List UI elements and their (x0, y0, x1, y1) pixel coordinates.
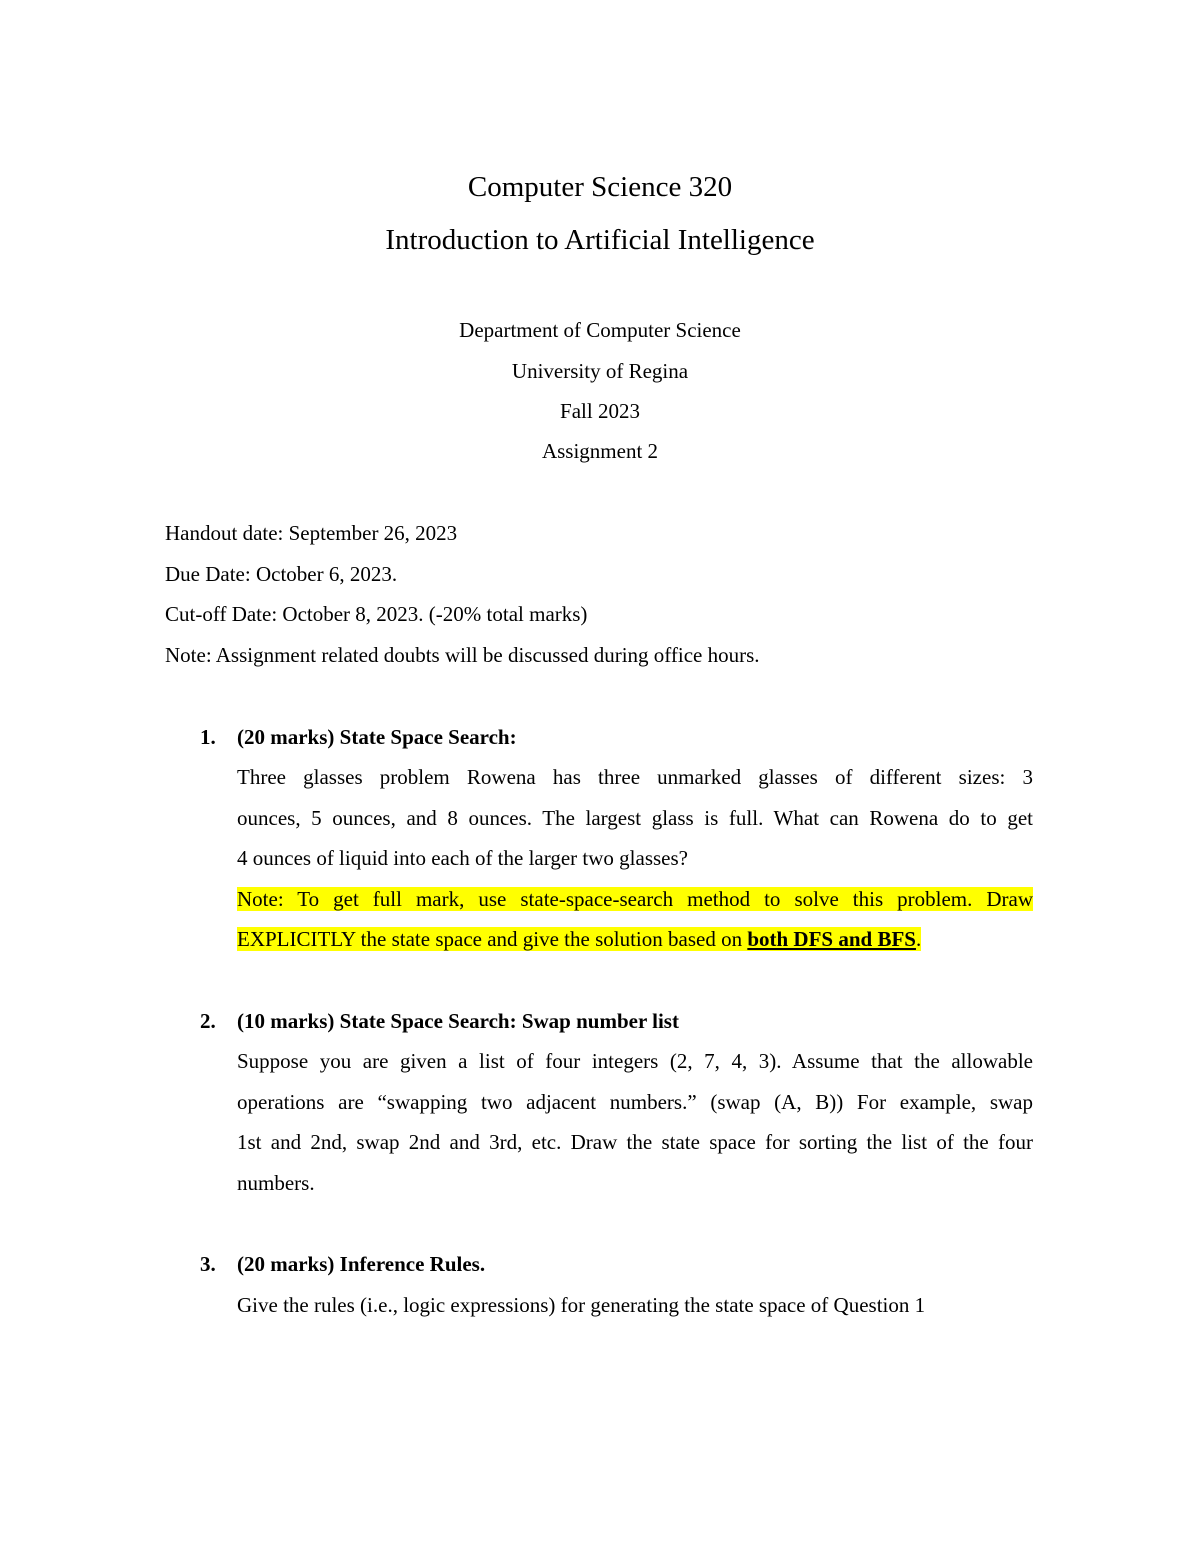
question-number: 2. (200, 1009, 216, 1033)
assignment-label: Assignment 2 (541, 439, 659, 463)
question-1-heading (200, 724, 517, 750)
question-2-line: numbers. (237, 1171, 315, 1195)
question-3-heading (200, 1251, 485, 1277)
question-number: 3. (200, 1252, 216, 1276)
handout-date: Handout date: September 26, 2023 (165, 521, 458, 545)
term: Fall 2023 (560, 399, 640, 423)
question-2-line: operations are “swapping two adjacent numbers.” (swap (A, B)) For example, swap (237, 1090, 1033, 1114)
highlighted-text (237, 927, 921, 951)
due-date: Due Date: October 6, 2023. (165, 562, 398, 586)
university: University of Regina (511, 359, 689, 383)
question-1-note (237, 926, 1033, 952)
course-title: Introduction to Artificial Intelligence (385, 224, 815, 256)
question-1-line: 4 ounces of liquid into each of the larger two glasses? (237, 846, 688, 870)
note-text: . (915, 927, 922, 951)
cutoff-date: Cut-off Date: October 8, 2023. (-20% total marks) (165, 602, 588, 626)
note-text: EXPLICITLY the state space and give the solution based on (237, 927, 748, 951)
question-3-line: Give the rules (i.e., logic expressions) for generating the state space of Question 1 (237, 1293, 926, 1317)
question-title: (10 marks) State Space Search: Swap number list (237, 1009, 679, 1033)
course-number: Computer Science 320 (467, 171, 733, 203)
department: Department of Computer Science (459, 318, 741, 342)
question-title: (20 marks) State Space Search: (237, 725, 517, 749)
question-number: 1. (200, 725, 216, 749)
office-hours-note: Note: Assignment related doubts will be discussed during office hours. (165, 643, 760, 667)
question-1-line: ounces, 5 ounces, and 8 ounces. The largest glass is full. What can Rowena do to get (237, 806, 1033, 830)
highlighted-text: Note: To get full mark, use state-space-search method to solve this problem. Draw (237, 887, 1033, 911)
question-2-line: Suppose you are given a list of four integers (2, 7, 4, 3). Assume that the allowable (237, 1049, 1033, 1073)
question-1-note (237, 886, 1033, 912)
question-title: (20 marks) Inference Rules. (237, 1252, 486, 1276)
emphasis-text: both DFS and BFS (747, 927, 916, 951)
question-2-line: 1st and 2nd, swap 2nd and 3rd, etc. Draw the state space for sorting the list of the four (237, 1130, 1033, 1154)
question-1-line: Three glasses problem Rowena has three unmarked glasses of different sizes: 3 (237, 765, 1033, 789)
question-2-heading (200, 1008, 679, 1034)
